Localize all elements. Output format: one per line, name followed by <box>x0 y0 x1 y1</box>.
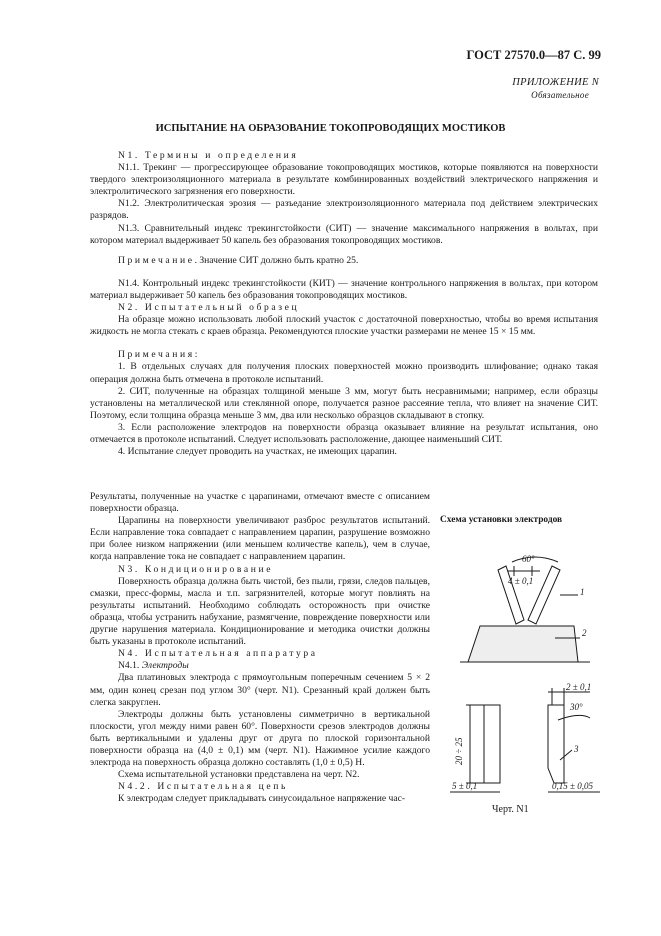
note-label: Примечание <box>118 254 195 266</box>
section-3-heading: N3. Кондиционирование <box>118 563 274 575</box>
electrode-drawing <box>440 540 610 802</box>
page-header: ГОСТ 27570.0—87 С. 99 <box>466 48 601 62</box>
note-4-scratches: Царапины на поверхности увеличивают разброс результатов испытаний. Если направление тока совпадает с направлением царапин, разрушение возможно при более низком напряжении (или меньшем количестве капель), чем в случае, когда направление тока не совпадает с направлением царапин. <box>90 515 430 563</box>
note-3: 3. Если расположение электродов на поверхности образца оказывает влияние на результат испытания, оно отмечается в протоколе испытаний. Следует использовать расположение, дающее наименьший СИТ. <box>90 421 598 445</box>
width-2-label: 2 ± 0,1 <box>566 682 592 692</box>
subsection-n4-2: N4.2. Испытательная цепь <box>118 781 288 793</box>
subsection-n4-1-title: Электроды <box>141 660 189 672</box>
appendix-title: ПРИЛОЖЕНИЕ N <box>512 77 599 88</box>
para-n1-4: N1.4. Контрольный индекс трекингстойкости (КИТ) — значение контрольного напряжения в вольтах, при котором материал выдерживает 50 капель без образования токопроводящих мостиков. <box>90 277 598 301</box>
appendix-status: Обязательное <box>531 90 589 100</box>
notes-label: Примечания: <box>118 349 200 361</box>
section-4-heading: N4. Испытательная аппаратура <box>118 648 318 660</box>
para-n3: Поверхность образца должна быть чистой, без пыли, грязи, следов пальцев, смазки, пресс-формы, масла и т.п. загрязнителей, которые могут повлиять на результаты испытаний. Необходимо соблюдать осторожность при очистке образца, чтобы устранить набухание, размягчение, повреждение поверхности или другие нарушения материала. Кондиционирование и методика очистки должны быть указаны в протоколе испытаний. <box>90 575 430 648</box>
para-n2: На образце можно использовать любой плоский участок с достаточной поверхностью, чтобы во время испытания жидкость не могла стекать с краев образца. Рекомендуются плоские участки размерами не менее 15 × 15 мм. <box>90 314 598 338</box>
label-1: 1 <box>580 587 585 597</box>
electrode-side-view <box>548 705 564 783</box>
section-1 <box>90 150 598 458</box>
gap-label: 4 ± 0,1 <box>508 576 534 586</box>
note <box>90 255 598 267</box>
para-n1-2: N1.2. Электролитическая эрозия — разъедание электроизоляционного материала под действием электрических разрядов. <box>90 198 598 222</box>
para-n4-1b: Электроды должны быть установлены симметрично в вертикальной плоскости, угол между ними равен 60°. Поверхности срезов электродов должны быть вертикальными и удалены друг от друга по плоской горизонтальной поверхности образца на (4,0 ± 0,1) мм (черт. N1). Нажимное усилие каждого электрода на поверхность образца должно составлять (1,0 ± 0,5) Н. <box>90 708 430 769</box>
width-5-label: 5 ± 0,1 <box>452 781 478 791</box>
note-4-results: Результаты, полученные на участке с царапинами, отмечают вместе с описанием поверхности образца. <box>90 491 430 515</box>
note-text: . Значение СИТ должно быть кратно 25. <box>194 254 359 266</box>
label-2: 2 <box>582 628 587 638</box>
figure-caption: Схема установки электродов <box>440 515 563 525</box>
para-n4-2: К электродам следует прикладывать синусоидальное напряжение час- <box>118 793 406 805</box>
note-1: 1. В отдельных случаях для получения плоских поверхностей можно производить шлифование; однако такая операция должна быть отмечена в протоколе испытаний. <box>90 361 598 385</box>
para-n1-1: N1.1. Трекинг — прогрессирующее образование токопроводящих мостиков, которые появляются на поверхности твердого электроизоляционного материала в результате комбинированных воздействий электрического напряжения и электролитического загрязнения его поверхности. <box>90 162 598 198</box>
para-n1-3: N1.3. Сравнительный индекс трекингстойкости (СИТ) — значение максимального напряжения в вольтах, при котором материал выдерживает 50 капель без образования токопроводящих мостиков. <box>90 222 598 246</box>
para-n4-1a: Два платиновых электрода с прямоугольным поперечным сечением 5 × 2 мм, один конец срезан под углом 30° (черт. N1). Срезанный край должен быть слегка закруглен. <box>90 672 430 708</box>
height-label: 20 ÷ 25 <box>454 737 464 765</box>
figure-number: Черт. N1 <box>492 804 529 815</box>
para-n4-1c: Схема испытательной установки представлена на черт. N2. <box>118 769 360 781</box>
tip-label: 0,15 ± 0,05 <box>552 781 593 791</box>
electrode-front-view <box>484 705 500 783</box>
subsection-n4-1 <box>90 660 430 672</box>
electrode-diagram <box>440 540 610 807</box>
note-4: 4. Испытание следует проводить на участках, не имеющих царапин. <box>118 446 397 458</box>
specimen-block <box>468 626 578 662</box>
angle-30-label: 30° <box>570 702 583 712</box>
note-2: 2. СИТ, полученные на образцах толщиной меньше 3 мм, могут быть несравнимыми; например, если образцы установлены на металлической или стеклянной опоре, получается разное рассеяние тепла, что влияет на значение СИТ. Поэтому, если толщина образца меньше 3 мм, два или несколько образцов складывают в стопку. <box>90 385 598 421</box>
section-1-heading: N1. Термины и определения <box>118 150 299 161</box>
right-electrode <box>528 566 560 624</box>
left-column <box>90 491 430 805</box>
subsection-n4-1-number: N4.1. <box>118 660 142 672</box>
angle-arc-60 <box>512 557 558 562</box>
section-2-heading: N2. Испытательный образец <box>118 302 300 314</box>
label-3: 3 <box>574 744 579 754</box>
angle-60-label: 60° <box>522 554 535 564</box>
appendix-label <box>512 76 599 102</box>
left-electrode <box>498 566 524 624</box>
document-title: ИСПЫТАНИЕ НА ОБРАЗОВАНИЕ ТОКОПРОВОДЯЩИХ МОСТИКОВ <box>155 123 506 134</box>
